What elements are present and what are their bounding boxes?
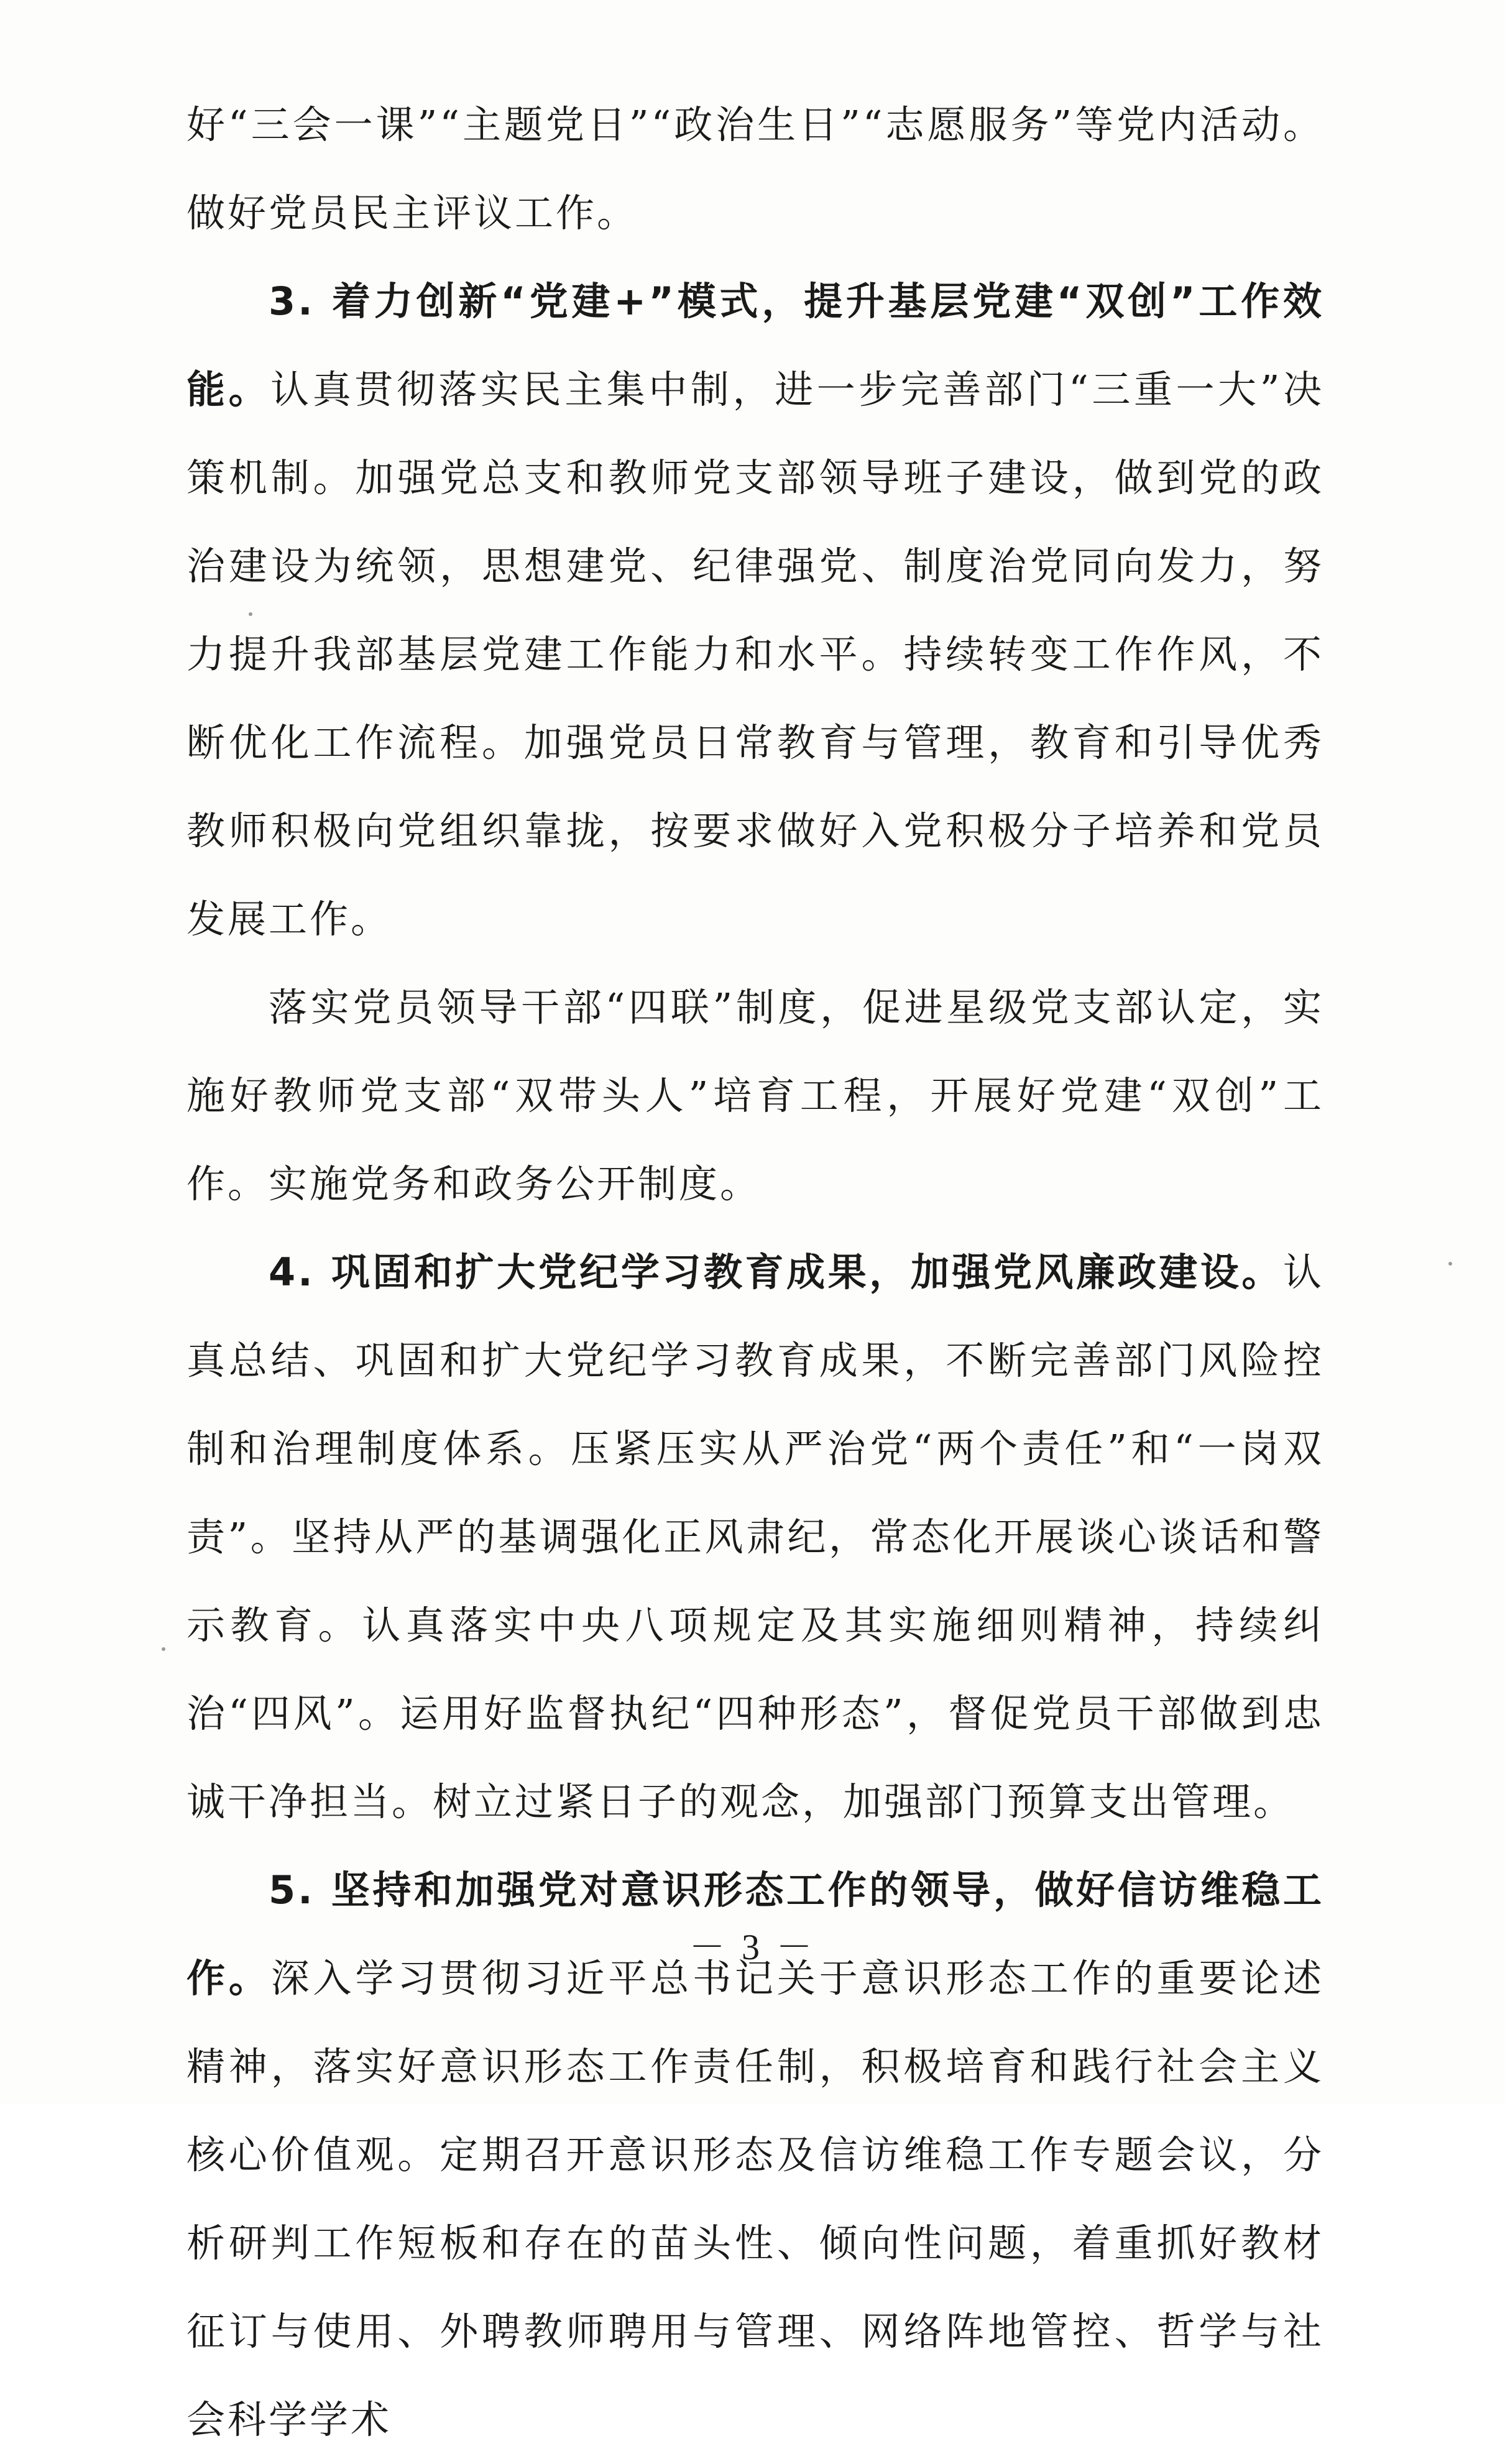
document-body <box>186 81 1324 2464</box>
page-number: － 3 － <box>689 1927 816 1967</box>
paragraph-body: 好“三会一课”“主题党日”“政治生日”“志愿服务”等党内活动。做好党员民主评议工作。 <box>186 102 1324 236</box>
paragraph-body: 深入学习贯彻习近平总书记关于意识形态工作的重要论述精神，落实好意识形态工作责任制，积极培育和践行社会主义核心价值观。定期召开意识形态及信访维稳工作专题会议，分析研判工作短板和存在的苗头性、倾向性问题，着重抓好教材征订与使用、外聘教师聘用与管理、网络阵地管控、哲学与社会科学学术 <box>186 1956 1324 2442</box>
paragraph-heading: 4. 巩固和扩大党纪学习教育成果，加强党风廉政建设。 <box>269 1249 1283 1295</box>
paragraph-body: 落实党员领导干部“四联”制度，促进星级党支部认定，实施好教师党支部“双带头人”培育工程，开展好党建“双创”工作。实施党务和政务公开制度。 <box>186 985 1324 1207</box>
paragraph-item-3-continued <box>186 963 1324 1228</box>
paragraph-heading: 3. 着力创新“党建+”模式，提升基层党建“双创”工作效能。 <box>186 278 1324 412</box>
paragraph-body: 认真总结、巩固和扩大党纪学习教育成果，不断完善部门风险控制和治理制度体系。压紧压实从严治党“两个责任”和“一岗双责”。坚持从严的基调强化正风肃纪，常态化开展谈心谈话和警示教育。认真落实中央八项规定及其实施细则精神，持续纠治“四风”。运用好监督执纪“四种形态”，督促党员干部做到忠诚干净担当。树立过紧日子的观念，加强部门预算支出管理。 <box>186 1249 1324 1824</box>
paragraph-item-4 <box>186 1228 1324 1846</box>
scan-speck <box>1448 1262 1452 1266</box>
paragraph-continuation <box>186 81 1324 257</box>
paragraph-body: 认真贯彻落实民主集中制，进一步完善部门“三重一大”决策机制。加强党总支和教师党支部领导班子建设，做到党的政治建设为统领，思想建党、纪律强党、制度治党同向发力，努力提升我部基层党建工作能力和水平。持续转变工作作风，不断优化工作流程。加强党员日常教育与管理，教育和引导优秀教师积极向党组织靠拢，按要求做好入党积极分子培养和党员发展工作。 <box>186 367 1324 942</box>
scan-speck <box>162 1647 165 1651</box>
paragraph-heading: 5. 坚持和加强党对意识形态工作的领导，做好信访维稳工作。 <box>186 1867 1324 2001</box>
scan-speck <box>249 612 252 616</box>
paragraph-item-3 <box>186 257 1324 963</box>
